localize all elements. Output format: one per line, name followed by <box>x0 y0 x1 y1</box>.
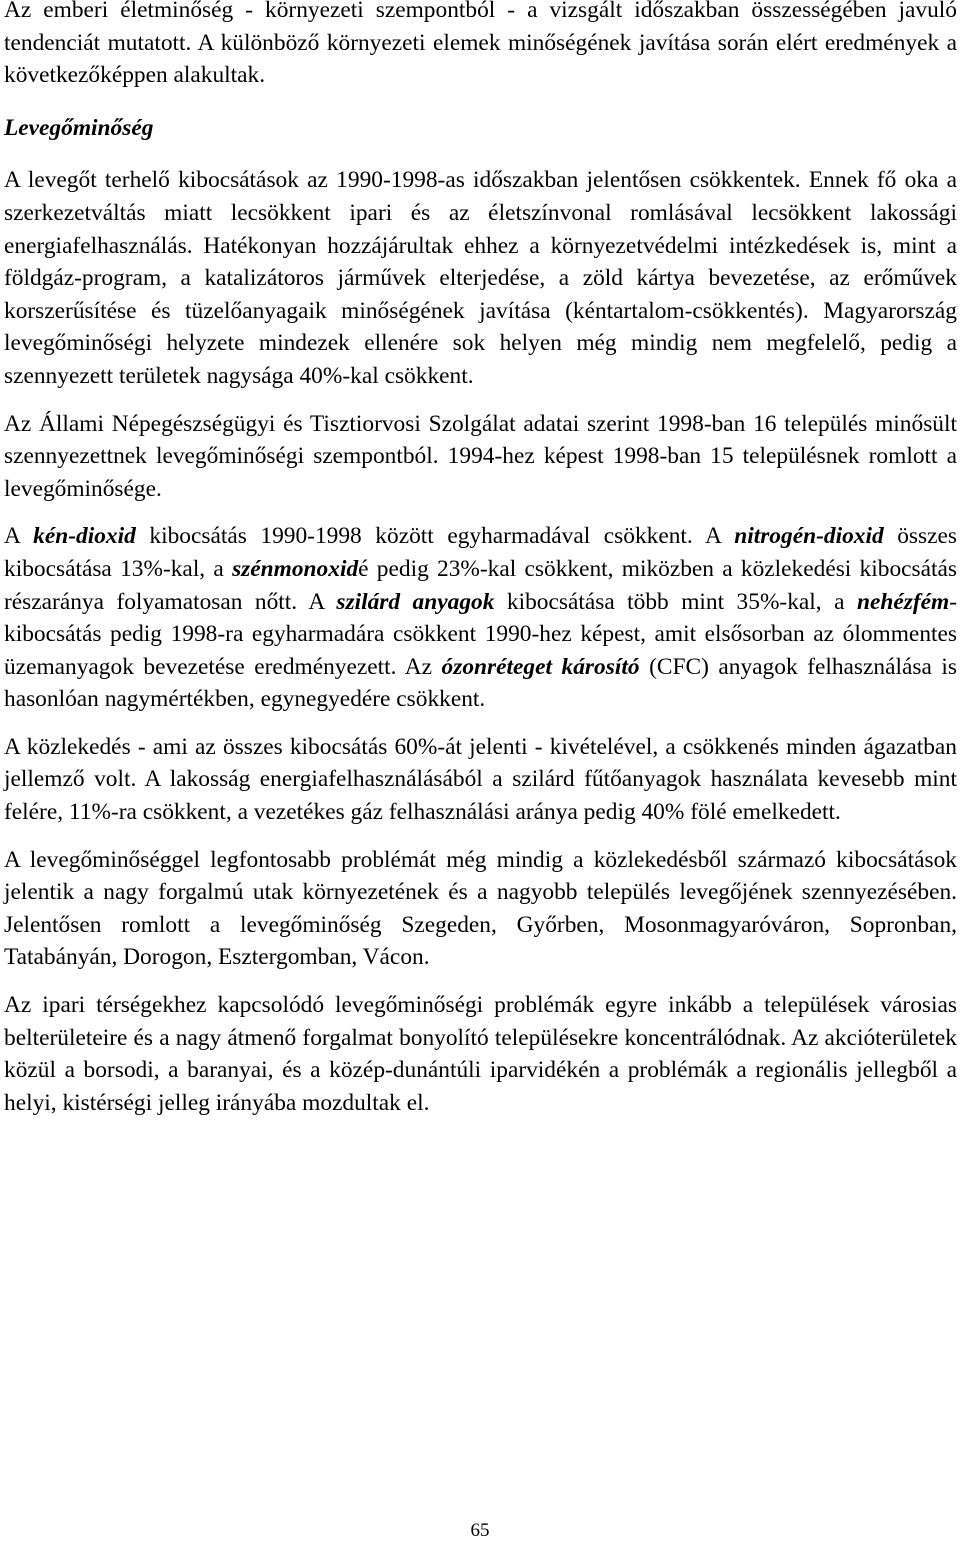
highlight-heavy-metal: nehézfém <box>856 588 950 615</box>
highlight-solid-matter: szilárd anyagok <box>336 588 495 615</box>
intro-paragraph: Az emberi életminőség - környezeti szempontból - a vizsgált időszakban összességében javuló tendenciát mutatott. A különböző környezeti elemek minőségének javítása során elért eredmények a következőképpen alakultak. <box>4 0 957 89</box>
pollutants-text-5: kibocsátása több mint 35%-kal, a <box>494 588 857 615</box>
paragraph-main-problem: A levegőminőséggel legfontosabb problémát még mindig a közlekedésből származó kibocsátások jelentik a nagy forgalmú utak környezetének és a nagyobb település levegőjének szennyezésében. Jelentősen romlott a levegőminőség Szegeden, Győrben, Mosonmagyaróváron, Sopronban, Tatabányán, Dorogon, Esztergomban, Vácon. <box>4 846 957 971</box>
pollutants-text-3: összes kibocsátása 13%-kal, a <box>4 523 958 582</box>
paragraph-health-service: Az Állami Népegészségügyi és Tisztiorvosi Szolgálat adatai szerint 1998-ban 16 település minősült szennyezettnek levegőminőségi szempontból. 1994-hez képest 1998-ban 15 településnek romlott a levegőminősége. <box>4 410 957 502</box>
section-heading: Levegőminőség <box>4 114 154 141</box>
pollutants-text-2: kibocsátás 1990-1998 között egyharmadával csökkent. A <box>135 523 735 550</box>
highlight-ozone-depleting: ózonréteget károsító <box>441 653 640 680</box>
paragraph-industrial-regions: Az ipari térségekhez kapcsolódó levegőminőségi problémák egyre inkább a települések városias belterületeire és a nagy átmenő forgalmat bonyolító településekre koncentrálódnak. Az akcióterületek közül a borsodi, a baranyai, és a közép-dunántúli iparvidékén a problémák a regionális jellegből a helyi, kistérségi jelleg irányába mozdultak el. <box>4 992 957 1116</box>
paragraph-transport: A közlekedés - ami az összes kibocsátás 60%-át jelenti - kivételével, a csökkenés minden ágazatban jellemző volt. A lakosság energiafelhasználásából a szilárd fűtőanyagok használata kevesebb mint felére, 11%-ra csökkent, a vezetékes gáz felhasználási aránya pedig 40% fölé emelkedett. <box>4 733 957 826</box>
pollutants-text-1: A <box>4 523 34 550</box>
document-page <box>4 0 957 1119</box>
pollutants-text-7: (CFC) anyagok felhasználása is hasonlóan nagymértékben, egynegyedére csökkent. <box>4 653 958 713</box>
paragraph-emissions: A levegőt terhelő kibocsátások az 1990-1998-as időszakban jelentősen csökkentek. Ennek fő oka a szerkezetváltás miatt lecsökkent ipari és az életszínvonal romlásával lecsökkent lakossági energiafelhasználás. Hatékonyan hozzájárultak ehhez a környezetvédelmi intézkedések is, mint a földgáz-program, a katalizátoros járművek elterjedése, a zöld kártya bevezetése, az erőművek korszerűsítése és tüzelőanyagaik minőségének javítása (kéntartalom-csökkentés). Magyarország levegőminőségi helyzete mindezek ellenére sok helyen még mindig nem megfelelő, pedig a szennyezett területek nagysága 40%-kal csökkent. <box>4 167 957 389</box>
page-number: 65 <box>470 1520 490 1541</box>
highlight-sulfur-dioxide: kén-dioxid <box>33 523 136 550</box>
highlight-carbon-monoxide: szénmonoxid <box>232 555 359 582</box>
pollutants-text-6: -kibocsátás pedig 1998-ra egyharmadára csökkent 1990-hez képest, amit elsősorban az ólommentes üzemanyagok bevezetése eredményezett. Az <box>4 588 957 680</box>
highlight-nitrogen-dioxide: nitrogén-dioxid <box>734 523 884 550</box>
paragraph-pollutants <box>4 520 957 716</box>
pollutants-text-4: é pedig 23%-kal csökkent, miközben a közlekedési kibocsátás részaránya folyamatosan nőtt. A <box>4 555 957 615</box>
